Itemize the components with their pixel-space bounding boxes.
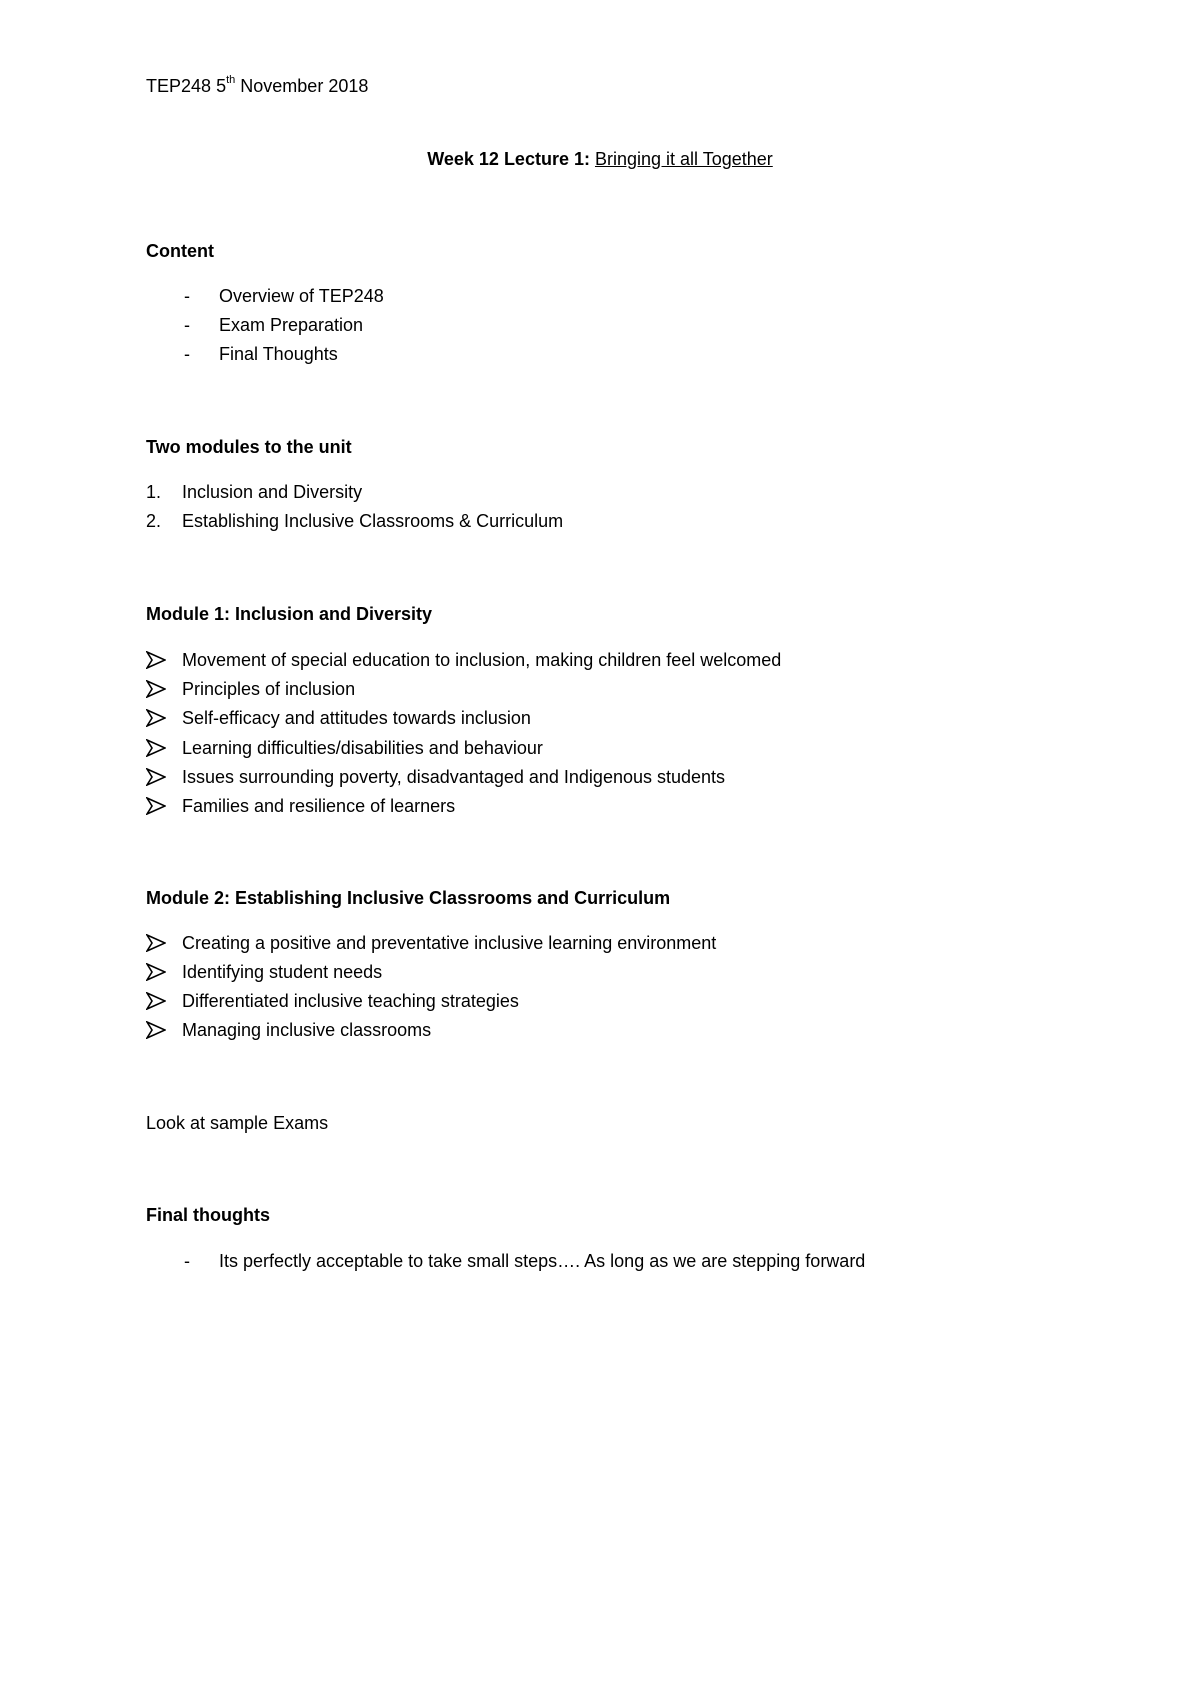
list-item: Learning difficulties/disabilities and behaviour — [182, 738, 543, 758]
arrow-bullet-icon — [146, 709, 166, 727]
arrow-bullet-icon — [146, 934, 166, 952]
list-item: Self-efficacy and attitudes towards inclusion — [182, 708, 531, 728]
list-item: Overview of TEP248 — [219, 286, 384, 306]
list-item: Final Thoughts — [219, 344, 338, 364]
list-item: Creating a positive and preventative inclusive learning environment — [182, 933, 717, 953]
dash-marker: - — [184, 344, 190, 364]
module1-heading: Module 1: Inclusion and Diversity — [146, 604, 433, 624]
header-day-suffix: th — [226, 74, 236, 86]
course-code: TEP248 — [146, 76, 212, 96]
list-item: Movement of special education to inclusion, making children feel welcomed — [182, 650, 782, 670]
arrow-bullet-icon — [146, 797, 166, 815]
list-item: Differentiated inclusive teaching strategies — [182, 991, 519, 1011]
list-item: Exam Preparation — [219, 315, 364, 335]
content-heading: Content — [146, 241, 214, 261]
list-item: Managing inclusive classrooms — [182, 1020, 432, 1040]
page-title — [0, 148, 1200, 170]
final-thoughts-heading: Final thoughts — [146, 1205, 270, 1225]
header-month-year: November 2018 — [240, 76, 369, 96]
dash-marker: - — [184, 286, 190, 306]
list-item: Identifying student needs — [182, 962, 383, 982]
module2-heading: Module 2: Establishing Inclusive Classrooms and Curriculum — [146, 888, 671, 908]
arrow-bullet-icon — [146, 963, 166, 981]
list-item: Inclusion and Diversity — [182, 482, 363, 502]
title-lead: Week 12 Lecture 1: — [427, 149, 590, 169]
arrow-bullet-icon — [146, 1021, 166, 1039]
arrow-bullet-icon — [146, 768, 166, 786]
list-item: Its perfectly acceptable to take small steps…. As long as we are stepping forward — [219, 1251, 866, 1271]
arrow-bullet-icon — [146, 680, 166, 698]
arrow-bullet-icon — [146, 739, 166, 757]
list-item: Principles of inclusion — [182, 679, 356, 699]
title-topic: Bringing it all Together — [594, 149, 773, 169]
header-line — [146, 75, 368, 97]
list-number: 2. — [146, 511, 162, 531]
list-number: 1. — [146, 482, 162, 502]
modules-heading: Two modules to the unit — [146, 437, 352, 457]
arrow-bullet-icon — [146, 651, 166, 669]
header-day: 5 — [216, 76, 227, 96]
dash-marker: - — [184, 1251, 190, 1271]
list-item: Establishing Inclusive Classrooms & Curriculum — [182, 511, 564, 531]
sample-exams-note: Look at sample Exams — [146, 1113, 329, 1133]
list-item: Issues surrounding poverty, disadvantaged and Indigenous students — [182, 767, 726, 787]
dash-marker: - — [184, 315, 190, 335]
list-item: Families and resilience of learners — [182, 796, 456, 816]
arrow-bullet-icon — [146, 992, 166, 1010]
